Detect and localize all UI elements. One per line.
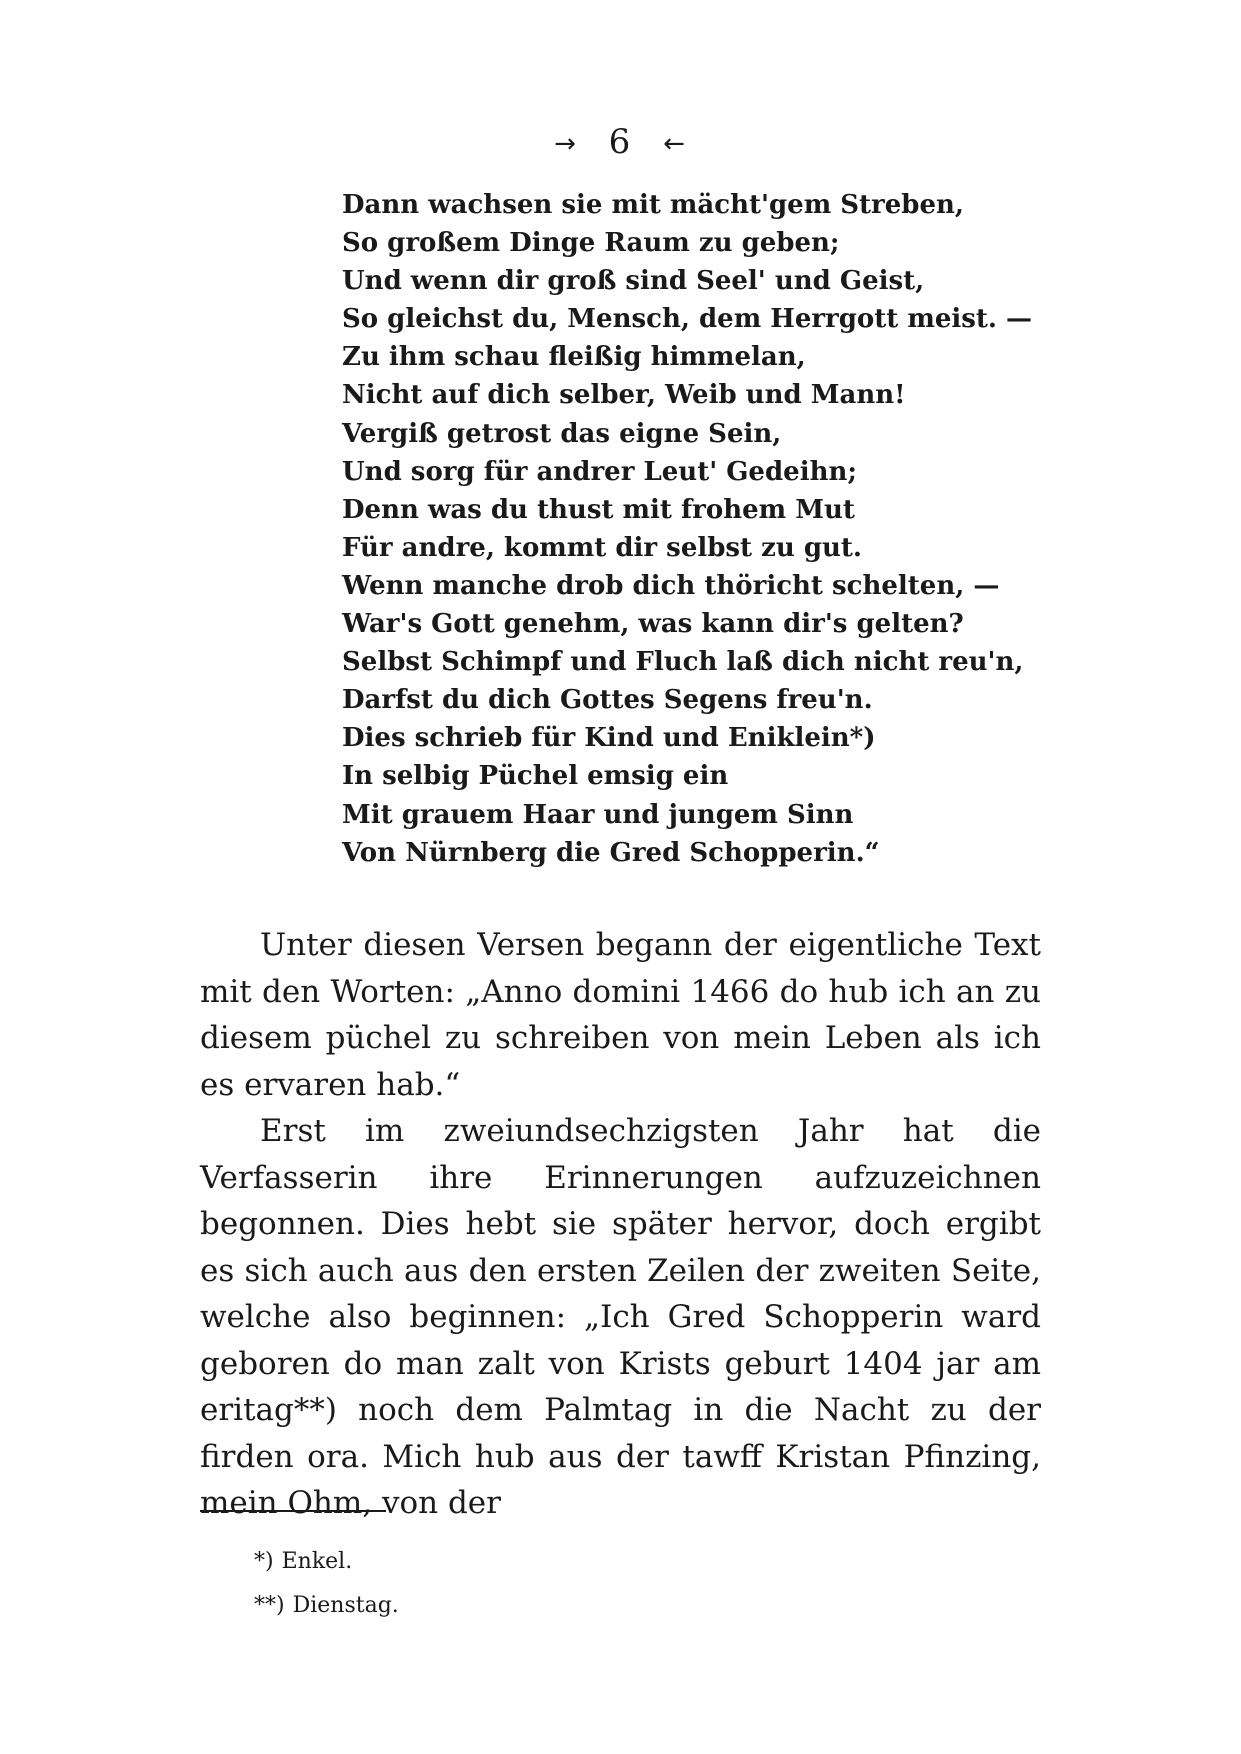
footnote-text: Dienstag.	[292, 1593, 399, 1618]
ornament-right-icon: ←	[663, 129, 687, 159]
verse-line: Dann wachsen sie mit mächt'gem Streben,	[342, 190, 964, 220]
verse-line: Selbst Schimpf und Fluch laß dich nicht reu'n,	[342, 647, 1024, 678]
prose-paragraph: Erst im zweiundsechzigsten Jahr hat die Verfasserin ihre Erinnerungen aufzuzeichnen begonnen. Dies hebt sie später hervor, doch ergibt es sich auch aus den ersten Zeilen der zweiten Seite, welche also beginnen: „Ich Gred Schopperin ward geboren do man zalt von Krists geburt 1404 jar am eritag**) noch dem Palmtag in die Nacht zu der firden ora. Mich hub aus der tawff Kristan Pfinzing, mein Ohm, von der	[200, 1113, 1041, 1521]
footnote-text: Enkel.	[281, 1549, 353, 1574]
footnote-divider	[200, 1510, 386, 1512]
footnote	[254, 1540, 854, 1584]
footnotes	[254, 1540, 854, 1628]
verse-line: Denn was du thust mit frohem Mut	[342, 494, 855, 525]
page-header	[0, 122, 1241, 164]
verse-line: Zu ihm schau fleißig himmelan,	[342, 342, 806, 373]
verse-line: Und wenn dir groß sind Seel' und Geist,	[342, 266, 925, 297]
verse-block	[342, 186, 1042, 872]
verse-line: Von Nürnberg die Gred Schopperin.“	[342, 837, 880, 868]
footnote-mark: *)	[254, 1549, 274, 1574]
page-number: 6	[608, 122, 633, 162]
footnote	[254, 1584, 854, 1628]
verse-line: So gleichst du, Mensch, dem Herrgott meist. —	[342, 304, 1033, 335]
verse-line: Und sorg für andrer Leut' Gedeihn;	[342, 456, 857, 487]
verse-line: Mit grauem Haar und jungem Sinn	[342, 799, 854, 830]
verse-line: Vergiß getrost das eigne Sein,	[342, 418, 782, 449]
prose-block	[200, 922, 1041, 1527]
verse-line: Nicht auf dich selber, Weib und Mann!	[342, 380, 906, 411]
verse-line: So großem Dinge Raum zu geben;	[342, 228, 840, 259]
verse-line: War's Gott genehm, was kann dir's gelten?	[342, 609, 964, 640]
verse-line: Darfst du dich Gottes Segens freu'n.	[342, 685, 873, 716]
ornament-left-icon: →	[554, 129, 578, 159]
verse-line: In selbig Püchel emsig ein	[342, 761, 729, 792]
footnote-mark: **)	[254, 1593, 285, 1618]
verse-line: Wenn manche drob dich thöricht schelten, —	[342, 570, 1000, 601]
verse-line: Für andre, kommt dir selbst zu gut.	[342, 532, 862, 563]
verse-line: Dies schrieb für Kind und Eniklein*)	[342, 723, 876, 754]
prose-paragraph: Unter diesen Versen begann der eigentliche Text mit den Worten: „Anno domini 1466 do hub ich an zu diesem püchel zu schreiben von mein Leben als ich es ervaren hab.“	[200, 927, 1041, 1103]
